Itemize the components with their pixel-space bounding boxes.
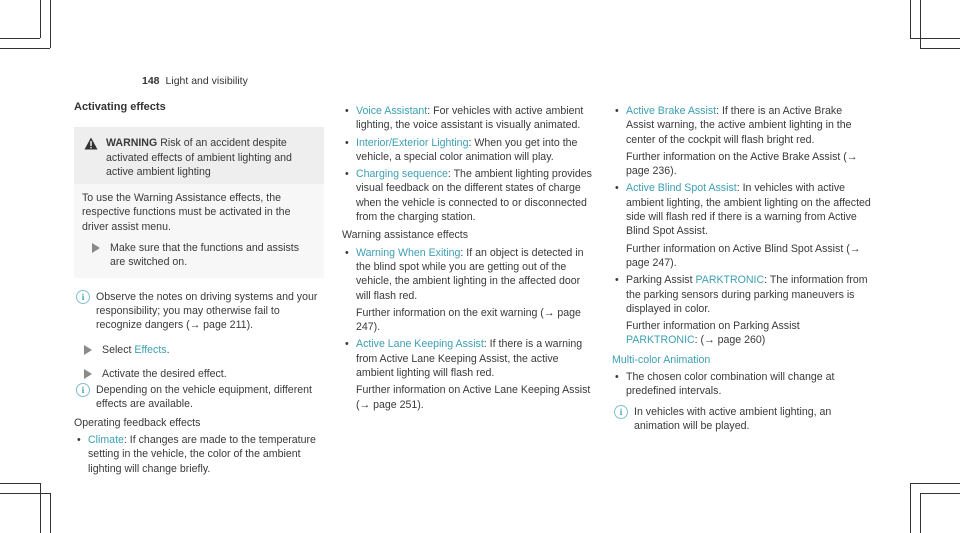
info-icon: i (76, 383, 90, 397)
step-text: . (166, 343, 170, 356)
crop-mark (920, 0, 921, 48)
warning-when-exiting-link[interactable]: Warning When Exiting (356, 246, 461, 259)
further-info-text: Further information on Parking Assist (626, 320, 800, 333)
info-icon: i (76, 290, 90, 304)
crop-mark (910, 38, 960, 39)
crop-mark (910, 0, 911, 38)
step-activate (74, 367, 324, 381)
active-lane-keeping-assist-link[interactable]: Active Lane Keeping Assist (356, 338, 484, 351)
list-item (342, 246, 597, 335)
voice-assistant-link[interactable]: Voice Assistant (356, 105, 428, 117)
further-info: Further information on the Active Brake Assist (→ page 236). (626, 150, 858, 178)
list-item (612, 273, 872, 347)
warning-body-text: To use the Warning Assistance effects, the respective functions must be activated in the driver assist menu. (82, 192, 291, 233)
warning-block (74, 127, 324, 277)
list-item-text: : If there is an Active Brake Assist warning, the active ambient lighting in the center of the cockpit will flash bright red. (626, 105, 852, 146)
column-left (74, 100, 324, 476)
warning-step (82, 241, 316, 270)
warning-header (74, 127, 324, 184)
list-item-text: : When you get into the vehicle, a special color animation will play. (356, 136, 578, 163)
column-right (612, 100, 872, 433)
further-info (626, 319, 872, 348)
crop-mark (0, 38, 40, 39)
active-blind-spot-assist-link[interactable]: Active Blind Spot Assist (626, 182, 737, 195)
effects-link[interactable]: Effects (134, 343, 167, 356)
charging-sequence-link[interactable]: Charging sequence (356, 168, 448, 181)
list-item (612, 181, 872, 270)
info-icon: i (614, 405, 628, 419)
list-item-text: : If there is a warning from Active Lane Keeping Assist, the active ambient lighting will flash red. (356, 338, 583, 380)
column-middle (342, 100, 597, 412)
section-title: Light and visibility (165, 75, 248, 87)
step-text: Activate the desired effect. (102, 367, 227, 380)
list-item-text: : The ambient lighting provides visual feedback on the different states of charge when the vehicle is connected to or disconnected from the charging station. (356, 168, 592, 224)
crop-mark (50, 0, 51, 48)
crop-mark (920, 493, 921, 533)
climate-link[interactable]: Climate (88, 434, 124, 447)
crop-mark (0, 48, 50, 49)
note-text: Depending on the vehicle equipment, different effects are available. (96, 384, 312, 411)
crop-mark (910, 483, 960, 484)
page-header (142, 74, 248, 88)
note (612, 405, 872, 434)
multicolor-animation-heading: Multi-color Animation (612, 353, 711, 366)
crop-mark (40, 483, 41, 533)
list-item (612, 104, 872, 178)
note (74, 383, 324, 412)
further-info: Further information on Active Lane Keeping Assist (→ page 251). (356, 384, 591, 411)
note (74, 290, 324, 333)
crop-mark (0, 483, 40, 484)
further-info: Further information on the exit warning (→ page 247). (356, 306, 581, 334)
step-arrow-icon (92, 243, 100, 253)
list-item-text: Parking Assist (626, 274, 696, 287)
warning-body (74, 184, 324, 277)
step-select (74, 343, 324, 357)
step-arrow-icon (84, 369, 92, 379)
list-item-text: The chosen color combination will change at predefined intervals. (626, 371, 835, 398)
list-item-text: : If an object is detected in the blind spot while you are getting out of the vehicle, the ambient lighting in the affected door will flash red. (356, 246, 584, 302)
crop-mark (910, 483, 911, 533)
list-item (342, 104, 597, 133)
note-text: In vehicles with active ambient lighting, an animation will be played. (634, 405, 832, 432)
crop-mark (920, 493, 960, 494)
active-brake-assist-link[interactable]: Active Brake Assist (626, 105, 717, 117)
crop-mark (50, 493, 51, 533)
crop-mark (40, 0, 41, 38)
warning-text: Risk of an accident despite activated effects of ambient lighting and active ambient lighting (106, 137, 292, 178)
warning-assistance-label: Warning assistance effects (342, 229, 469, 242)
operating-feedback-label: Operating feedback effects (74, 416, 201, 429)
note-text: Observe the notes on driving systems and your responsibility; you may otherwise fail to recognize dangers (→ page 211). (96, 290, 318, 332)
section-heading: Activating effects (74, 101, 166, 113)
list-item-text: : In vehicles with active ambient lighting, the ambient lighting on the affected side will flash red if there is a warning from Active Blind Spot Assist. (626, 182, 871, 238)
crop-mark (920, 48, 960, 49)
list-item (342, 167, 597, 224)
list-item (612, 370, 872, 399)
step-text: Select (102, 343, 135, 356)
warning-triangle-icon (84, 137, 98, 150)
page-number: 148 (142, 75, 160, 87)
parktronic-link[interactable]: PARKTRONIC (626, 334, 695, 347)
warning-step-text: Make sure that the functions and assists are switched on. (110, 242, 300, 269)
step-arrow-icon (84, 345, 92, 355)
list-item (74, 433, 324, 476)
further-info-text: : (→ page 260) (694, 334, 766, 347)
interior-exterior-lighting-link[interactable]: Interior/Exterior Lighting (356, 136, 469, 149)
crop-mark (0, 493, 50, 494)
list-item-text: : The information from the parking sensors during parking maneuvers is displayed in color. (626, 274, 868, 315)
parktronic-link[interactable]: PARKTRONIC (695, 274, 765, 287)
further-info: Further information on Active Blind Spot Assist (→ page 247). (626, 242, 861, 269)
warning-title: WARNING (106, 137, 158, 150)
list-item (342, 136, 597, 165)
list-item (342, 337, 597, 411)
list-item-text: : For vehicles with active ambient lighting, the voice assistant is visually animated. (356, 105, 584, 132)
list-item-text: : If changes are made to the temperature setting in the vehicle, the color of the ambient lighting will change briefly. (88, 434, 316, 475)
